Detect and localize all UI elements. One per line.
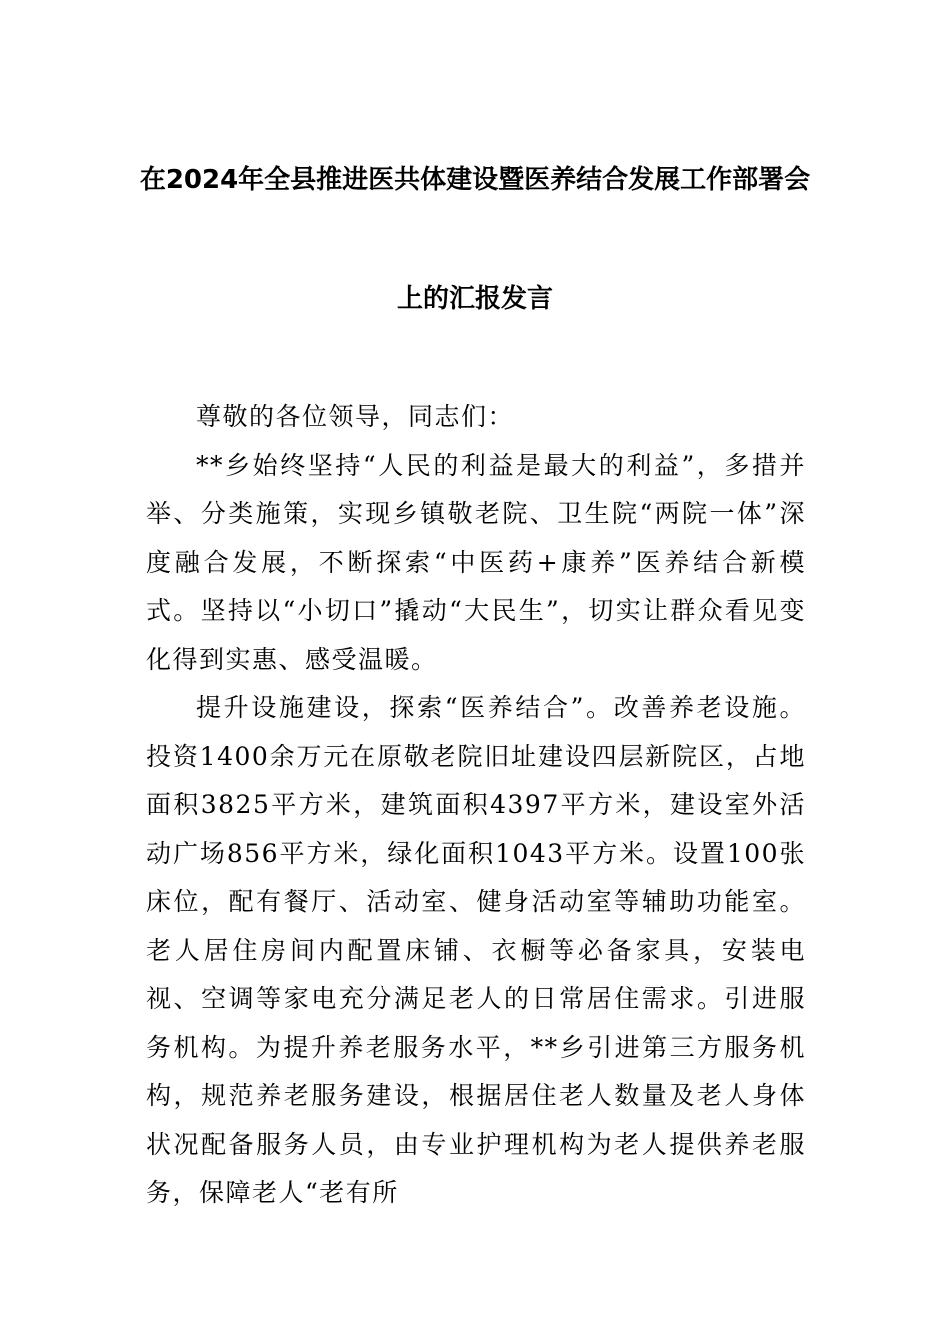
facilities-paragraph: 提升设施建设，探索“医养结合”。改善养老设施。投资1400余万元在原敬老院旧址建设四层新院区，占地面积3825平方米，建筑面积4397平方米，建设室外活动广场856平方米，绿化面积1043平方米。设置100张床位，配有餐厅、活动室、健身活动室等辅助功能室。老人居住房间内配置床铺、衣橱等必备家具，安装电视、空调等家电充分满足老人的日常居住需求。引进服务机构。为提升养老服务水平，**乡引进第三方服务机构，规范养老服务建设，根据居住老人数量及老人身体状况配备服务人员，由专业护理机构为老人提供养老服务，保障老人“老有所 [146,693,806,1207]
salutation-paragraph: 尊敬的各位领导，同志们： [196,402,515,431]
document-body [146,393,806,1218]
document-title-line-2: 上的汇报发言 [396,284,553,314]
intro-paragraph: **乡始终坚持“人民的利益是最大的利益”，多措并举、分类施策，实现乡镇敬老院、卫生院“两院一体”深度融合发展，不断探索“中医药+康养”医养结合新模式。坚持以“小切口”撬动“大民生”，切实让群众看见变化得到实惠、感受温暖。 [146,450,806,674]
document-title-line-1: 在2024年全县推进医共体建设暨医养结合发展工作部署会 [139,165,811,195]
